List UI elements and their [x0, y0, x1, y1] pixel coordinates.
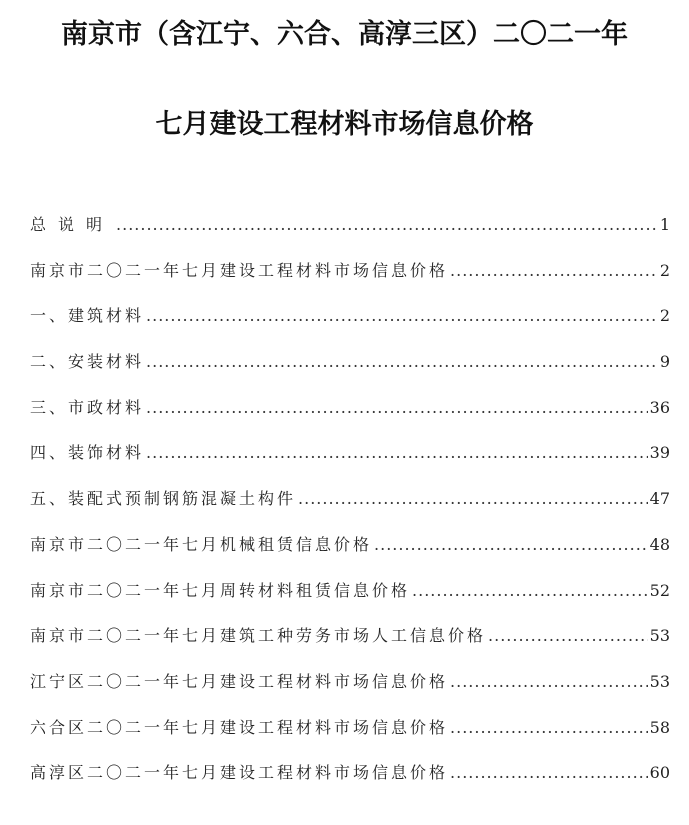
toc-entry-label: 三、市政材料	[30, 397, 145, 417]
toc-entry-label: 南京市二〇二一年七月建设工程材料市场信息价格	[30, 260, 449, 280]
toc-entry-municipal-materials[interactable]	[30, 395, 670, 441]
toc-entry-page: 39	[649, 443, 670, 463]
toc-dot-leader	[450, 718, 648, 737]
toc-dot-leader	[298, 489, 648, 508]
toc-entry-page: 9	[659, 352, 670, 372]
table-of-contents	[30, 212, 670, 806]
toc-entry-installation-materials[interactable]	[30, 349, 670, 395]
toc-dot-leader	[450, 261, 658, 280]
toc-entry-page: 53	[649, 626, 670, 646]
toc-entry-gaochun-materials[interactable]	[30, 760, 670, 806]
toc-entry-building-materials[interactable]	[30, 303, 670, 349]
toc-entry-turnover-materials-rental[interactable]	[30, 578, 670, 624]
toc-dot-leader	[116, 215, 658, 234]
toc-entry-decoration-materials[interactable]	[30, 440, 670, 486]
toc-entry-labor-prices[interactable]	[30, 623, 670, 669]
document-title-line2: 七月建设工程材料市场信息价格	[155, 109, 534, 140]
toc-entry-page: 1	[659, 215, 670, 234]
toc-entry-label: 总说明	[30, 215, 115, 234]
toc-entry-label: 五、装配式预制钢筋混凝土构件	[30, 489, 297, 509]
toc-entry-label: 二、安装材料	[30, 352, 145, 372]
document-title-line1: 南京市（含江宁、六合、高淳三区）二〇二一年	[61, 19, 628, 50]
toc-dot-leader	[374, 535, 648, 554]
toc-entry-label: 南京市二〇二一年七月建筑工种劳务市场人工信息价格	[30, 626, 487, 646]
toc-dot-leader	[412, 581, 648, 600]
toc-dot-leader	[146, 352, 658, 371]
toc-entry-page: 48	[649, 534, 670, 554]
toc-dot-leader	[146, 398, 648, 417]
toc-entry-nanjing-materials[interactable]	[30, 258, 670, 304]
toc-dot-leader	[488, 626, 648, 645]
toc-entry-luhe-materials[interactable]	[30, 715, 670, 761]
toc-entry-label: 六合区二〇二一年七月建设工程材料市场信息价格	[30, 717, 449, 737]
toc-entry-precast-components[interactable]	[30, 486, 670, 532]
toc-dot-leader	[450, 672, 648, 691]
toc-entry-page: 58	[649, 717, 670, 737]
toc-entry-label: 南京市二〇二一年七月机械租赁信息价格	[30, 534, 373, 554]
toc-entry-page: 2	[659, 306, 670, 326]
toc-entry-page: 36	[649, 397, 670, 417]
toc-entry-label: 南京市二〇二一年七月周转材料租赁信息价格	[30, 580, 411, 600]
toc-entry-label: 四、装饰材料	[30, 443, 145, 463]
toc-entry-label: 江宁区二〇二一年七月建设工程材料市场信息价格	[30, 671, 449, 691]
toc-entry-machinery-rental[interactable]	[30, 532, 670, 578]
toc-entry-jiangning-materials[interactable]	[30, 669, 670, 715]
toc-dot-leader	[450, 763, 648, 782]
toc-entry-page: 60	[649, 763, 670, 783]
toc-entry-page: 52	[649, 580, 670, 600]
toc-entry-label: 一、建筑材料	[30, 306, 145, 326]
toc-entry-page: 53	[649, 671, 670, 691]
toc-entry-page: 2	[659, 260, 670, 280]
toc-entry-general-notes[interactable]	[30, 212, 670, 258]
toc-dot-leader	[146, 306, 658, 325]
toc-dot-leader	[146, 443, 648, 462]
toc-entry-page: 47	[649, 489, 670, 509]
toc-entry-label: 高淳区二〇二一年七月建设工程材料市场信息价格	[30, 763, 449, 783]
